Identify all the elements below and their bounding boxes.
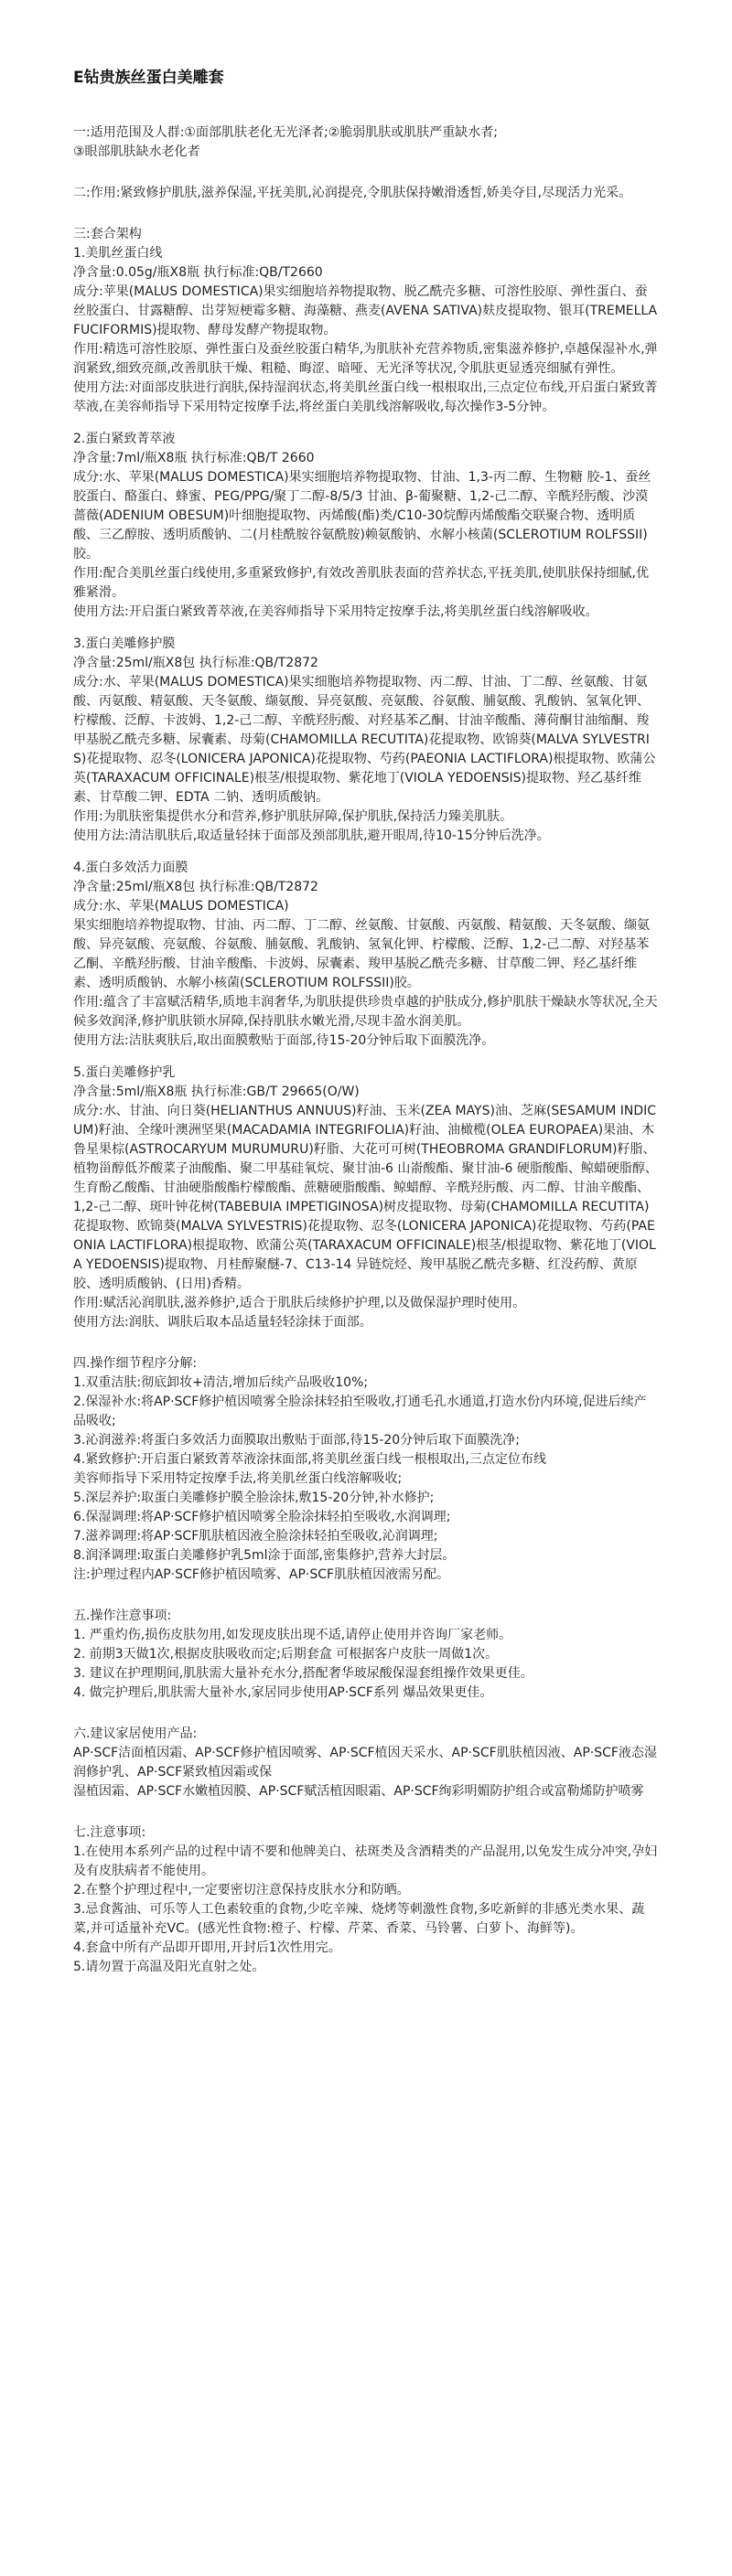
section-heading: 五.操作注意事项: <box>73 1609 172 1623</box>
step-item: 5.深层养护:取蛋白美雕修护膜全脸涂抹,敷15-20分钟,补水修护; <box>73 1491 435 1505</box>
product-repair-film <box>73 635 659 846</box>
section-precautions <box>73 1823 659 1977</box>
product-ingredients-cont: 果实细胞培养物提取物、甘油、丙二醇、丁二醇、丝氨酸、甘氨酸、丙氨酸、精氨酸、天冬氨酸、缬氨酸、异亮氨酸、亮氨酸、谷氨酸、脯氨酸、乳酸钠、氢氧化钾、柠檬酸、泛醇、1,2-己二醇、对羟基苯乙酮、辛酰羟肟酸、甘油辛酸酯、卡波姆、尿囊素、羧甲基脱乙酰壳多糖、甘草酸二钾、羟乙基纤维素、透明质酸钠、水解小核菌(SCLEROTIUM ROLFSSII)胶。 <box>73 918 650 990</box>
product-ingredients: 成分:水、苹果(MALUS DOMESTICA) <box>73 899 289 914</box>
list-item: 1.在使用本系列产品的过程中请不要和他牌美白、祛斑类及含酒精类的产品混用,以免发生成分冲突,孕妇及有皮肤病者不能使用。 <box>73 1844 658 1878</box>
product-ingredients: 成分:苹果(MALUS DOMESTICA)果实细胞培养物提取物、脱乙酰壳多糖、可溶性胶原、弹性蛋白、蚕丝胶蛋白、甘露糖醇、岀芽短梗霉多糖、海藻糖、燕麦(AVENA SATIVA)麸皮提取物、银耳(TREMELLA FUCIFORMIS)提取物、酵母发酵产物提取物。 <box>73 284 658 337</box>
step-item: 6.保湿调理:将AP·SCF修护植因喷雾全脸涂抹轻拍至吸收,水润调理; <box>73 1510 451 1524</box>
product-usage: 使用方法:洁肤爽肤后,取出面膜敷贴于面部,待15-20分钟后取下面膜洗净。 <box>73 1033 495 1048</box>
product-spec: 净含量:7ml/瓶X8瓶 执行标准:QB/T 2660 <box>73 451 315 465</box>
product-spec: 净含量:25ml/瓶X8包 执行标准:QB/T2872 <box>73 656 318 670</box>
product-spec: 净含量:25ml/瓶X8包 执行标准:QB/T2872 <box>73 880 318 894</box>
product-repair-lotion <box>73 1064 659 1332</box>
step-item: 8.润泽调理:取蛋白美雕修护乳5ml涂于面部,密集修护,营养大封层。 <box>73 1548 456 1563</box>
section-kit-structure <box>73 225 659 1332</box>
product-name: 2.蛋白紧致菁萃液 <box>73 432 176 446</box>
product-spec: 净含量:5ml/瓶X8瓶 执行标准:GB/T 29665(O/W) <box>73 1085 360 1099</box>
product-effect: 作用:赋活沁润肌肤,滋养修护,适合于肌肤后续修护护理,以及做保湿护理时使用。 <box>73 1296 526 1310</box>
step-item: 7.滋养调理:将AP·SCF肌肤植因液全脸涂抹轻拍至吸收,沁润调理; <box>73 1529 438 1544</box>
list-item: 3.忌食酱油、可乐等人工色素较重的食物,少吃辛辣、烧烤等刺激性食物,多吃新鲜的非感光类水果、蔬菜,并可适量补充VC。(感光性食物:橙子、柠檬、芹菜、香菜、马铃薯、白萝卜、海鲜等)。 <box>73 1902 645 1936</box>
product-effect: 作用:精选可溶性胶原、弹性蛋白及蚕丝胶蛋白精华,为肌肤补充营养物质,密集滋养修护,卓越保湿补水,弹润紧致,细致亮颜,改善肌肤干燥、粗糙、晦涩、暗哑、无光泽等状况,令肌肤更显透亮细腻有弹性。 <box>73 342 658 376</box>
product-ingredients: 成分:水、苹果(MALUS DOMESTICA)果实细胞培养物提取物、甘油、1,3-丙二醇、生物糖 胶-1、蚕丝胶蛋白、酪蛋白、蜂蜜、PEG/PPG/聚丁二醇-8/5/3 甘油、β-葡聚糖、1,2-己二醇、辛酰羟肟酸、沙漠蔷薇(ADENIUM OBESUM)叶细胞提取物、丙烯酸(酯)类/C10-30烷醇丙烯酸酯交联聚合物、透明质酸、三乙醇胺、透明质酸钠、二(月桂酰胺谷氨酰胺)赖氨酸钠、水解小核菌(SCLEROTIUM ROLFSSII)胶。 <box>73 470 651 561</box>
step-item: 1.双重洁肤:彻底卸妆+清洁,增加后续产品吸收10%; <box>73 1375 369 1390</box>
product-silk-protein-thread <box>73 244 659 417</box>
product-name: 3.蛋白美雕修护膜 <box>73 636 176 651</box>
product-ingredients: 成分:水、甘油、向日葵(HELIANTHUS ANNUUS)籽油、玉米(ZEA MAYS)油、芝麻(SESAMUM INDICUM)籽油、全缘叶澳洲坚果(MACADAMIA INTEGRIFOLIA)籽油、油橄榄(OLEA EUROPAEA)果油、木鲁星果棕(ASTROCARYUM MURUMURU)籽脂、大花可可树(THEOBROMA GRANDIFLORUM)籽脂、植物甾醇低芥酸菜子油酸酯、聚二甲基硅氧烷、聚甘油-6 山嵛酸酯、聚甘油-6 硬脂酸酯、鲸蜡硬脂醇、生育酚乙酸酯、甘油硬脂酸酯柠檬酸酯、蔗糖硬脂酸酯、鲸蜡醇、辛酰羟肟酸、丙二醇、甘油辛酸酯、1,2-己二醇、斑叶钟花树(TABEBUIA IMPETIGINOSA)树皮提取物、母菊(CHAMOMILLA RECUTITA)花提取物、欧锦葵(MALVA SYLVESTRIS)花提取物、忍冬(LONICERA JAPONICA)花提取物、芍药(PAEONIA LACTIFLORA)根提取物、欧蒲公英(TARAXACUM OFFICINALE)根茎/根提取物、紫花地丁(VIOLA YEDOENSIS)提取物、月桂醇聚醚-7、C13-14 异链烷烃、羧甲基脱乙酰壳多糖、红没药醇、黄原胶、透明质酸钠、(日用)香精。 <box>73 1104 658 1291</box>
text-line: 一:适用范围及人群:①面部肌肤老化无光泽者;②脆弱肌肤或肌肤严重缺水者; <box>73 125 498 140</box>
section-procedure <box>73 1354 659 1585</box>
product-effect: 作用:配合美肌丝蛋白线使用,多重紧致修护,有效改善肌肤表面的营养状态,平抚美肌,使肌肤保持细腻,优雅紧滑。 <box>73 566 649 600</box>
note-item: 注:护理过程内AP·SCF修护植因喷雾、AP·SCF肌肤植因液需另配。 <box>73 1567 450 1582</box>
product-usage: 使用方法:清洁肌肤后,取适量轻抹于面部及颈部肌肤,避开眼周,待10-15分钟后洗净。 <box>73 828 550 843</box>
step-item: 4.紧致修护:开启蛋白紧致菁萃液涂抹面部,将美肌丝蛋白线一根根取出,三点定位布线 <box>73 1452 546 1467</box>
product-spec: 净含量:0.05g/瓶X8瓶 执行标准:QB/T2660 <box>73 265 323 280</box>
product-effect: 作用:为肌肤密集提供水分和营养,修护肌肤屏障,保护肌肤,保持活力臻美肌肤。 <box>73 809 513 824</box>
step-item: 美容师指导下采用特定按摩手法,将美肌丝蛋白线溶解吸收; <box>73 1471 403 1486</box>
document-title: E钻贵族丝蛋白美雕套 <box>73 69 224 87</box>
section-home-products <box>73 1725 659 1801</box>
list-item: 4. 做完护理后,肌肤需大量补水,家居同步使用AP·SCF系列 爆品效果更佳。 <box>73 1685 493 1700</box>
section-target-users <box>73 123 659 162</box>
text-line: 湿植因霜、AP·SCF水嫩植因膜、AP·SCF赋活植因眼霜、AP·SCF绚彩明媚防护组合或富勒烯防护喷雾 <box>73 1784 644 1799</box>
section-heading: 七.注意事项: <box>73 1825 146 1840</box>
product-firming-essence <box>73 430 659 622</box>
product-usage: 使用方法:对面部皮肤进行润肤,保持湿润状态,将美肌丝蛋白线一根根取出,三点定位布线,开启蛋白紧致菁萃液,在美容师指导下采用特定按摩手法,将丝蛋白美肌线溶解吸收,每次操作3-5分钟。 <box>73 380 658 414</box>
step-item: 3.沁润滋养:将蛋白多效活力面膜取出敷贴于面部,待15-20分钟后取下面膜洗净; <box>73 1433 520 1448</box>
step-item: 2.保湿补水:将AP·SCF修护植因喷雾全脸涂抹轻拍至吸收,打通毛孔水通道,打造水份内环境,促进后续产品吸收; <box>73 1395 647 1428</box>
section-heading: 六.建议家居使用产品: <box>73 1726 198 1741</box>
text-line: 二:作用:紧致修护肌肤,滋养保湿,平抚美肌,沁润提亮,令肌肤保持嫩滑透皙,娇美夺目,尽现活力光采。 <box>73 186 632 200</box>
list-item: 4.套盒中所有产品即开即用,开封后1次性用完。 <box>73 1940 341 1955</box>
product-ingredients: 成分:水、苹果(MALUS DOMESTICA)果实细胞培养物提取物、丙二醇、甘油、丁二醇、丝氨酸、甘氨酸、丙氨酸、精氨酸、天冬氨酸、缬氨酸、异亮氨酸、亮氨酸、谷氨酸、脯氨酸、乳酸钠、氢氧化钾、柠檬酸、泛醇、卡波姆、1,2-己二醇、辛酰羟肟酸、对羟基苯乙酮、甘油辛酸酯、薄荷酮甘油缩酮、羧甲基脱乙酰壳多糖、尿囊素、母菊(CHAMOMILLA RECUTITA)花提取物、欧锦葵(MALVA SYLVESTRIS)花提取物、忍冬(LONICERA JAPONICA)花提取物、芍药(PAEONIA LACTIFLORA)根提取物、欧蒲公英(TARAXACUM OFFICINALE)根茎/根提取物、紫花地丁(VIOLA YEDOENSIS)提取物、羟乙基纤维素、甘草酸二钾、EDTA 二钠、透明质酸钠。 <box>73 675 656 805</box>
product-effect: 作用:蕴含了丰富赋活精华,质地丰润奢华,为肌肤提供珍贵卓越的护肤成分,修护肌肤干燥缺水等状况,全天候多效润泽,修护肌肤锁水屏障,保持肌肤水嫩光滑,尽现丰盈水润美肌。 <box>73 995 658 1029</box>
list-item: 5.请勿置于高温及阳光直射之处。 <box>73 1960 265 1974</box>
list-item: 2. 前期3天做1次,根据皮肤吸收而定;后期套盒 可根据客户皮肤一周做1次。 <box>73 1647 499 1662</box>
product-vitality-mask <box>73 859 659 1051</box>
product-name: 4.蛋白多效活力面膜 <box>73 860 188 875</box>
product-usage: 使用方法:开启蛋白紧致菁萃液,在美容师指导下采用特定按摩手法,将美肌丝蛋白线溶解吸收。 <box>73 604 598 619</box>
product-name: 1.美肌丝蛋白线 <box>73 246 163 261</box>
product-usage: 使用方法:润肤、调肤后取本品适量轻轻涂抹于面部。 <box>73 1315 372 1330</box>
section-heading: 三:套合架构 <box>73 227 142 241</box>
text-line: ③眼部肌肤缺水老化者 <box>73 144 200 159</box>
list-item: 1. 严重灼伤,损伤皮肤勿用,如发现皮肤出现不适,请停止使用并咨询厂家老师。 <box>73 1628 512 1642</box>
section-effects <box>73 184 659 203</box>
list-item: 3. 建议在护理期间,肌肤需大量补充水分,搭配奢华玻尿酸保湿套组操作效果更佳。 <box>73 1666 533 1681</box>
section-heading: 四.操作细节程序分解: <box>73 1356 198 1371</box>
list-item: 2.在整个护理过程中,一定要密切注意保持皮肤水分和防晒。 <box>73 1883 410 1897</box>
section-operation-notes <box>73 1607 659 1703</box>
product-name: 5.蛋白美雕修护乳 <box>73 1065 176 1080</box>
text-line: AP·SCF洁面植因霜、AP·SCF修护植因喷雾、AP·SCF植因天采水、AP·SCF肌肤植因液、AP·SCF液态湿润修护乳、AP·SCF紧致植因霜或保 <box>73 1746 657 1780</box>
